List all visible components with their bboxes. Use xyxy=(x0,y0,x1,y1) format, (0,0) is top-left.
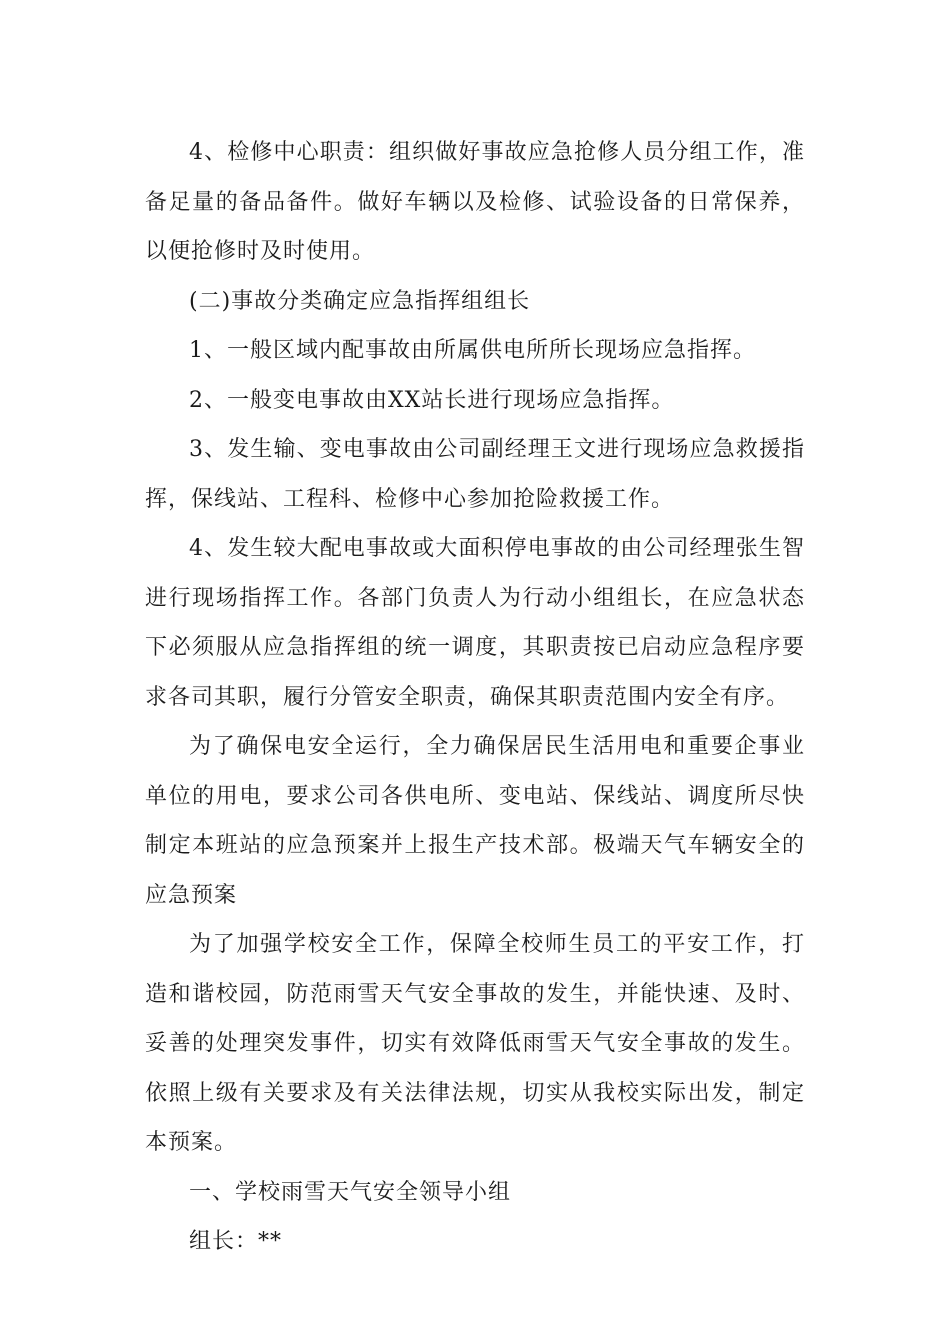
paragraph-item-2: 2、一般变电事故由XX站长进行现场应急指挥。 xyxy=(189,387,675,413)
paragraph-repair-center-duties: 4、检修中心职责：组织做好事故应急抢修人员分组工作，准备足量的备品备件。做好车辆以及检修、试验设备的日常保养，以便抢修时及时使用。 xyxy=(145,140,805,264)
document-body xyxy=(145,128,805,1267)
paragraph-item-4: 4、发生较大配电事故或大面积停电事故的由公司经理张生智进行现场指挥工作。各部门负责人为行动小组组长，在应急状态下必须服从应急指挥组的统一调度，其职责按已启动应急程序要求各司其职，履行分管安全职责，确保其职责范围内安全有序。 xyxy=(145,536,805,710)
paragraph-section-heading-classification: (二)事故分类确定应急指挥组组长 xyxy=(189,288,531,314)
paragraph-safety-operation: 为了确保电安全运行，全力确保居民生活用电和重要企事业单位的用电，要求公司各供电所、变电站、保线站、调度所尽快制定本班站的应急预案并上报生产技术部。极端天气车辆安全的应急预案 xyxy=(145,734,805,908)
paragraph-item-1: 1、一般区域内配事故由所属供电所所长现场应急指挥。 xyxy=(189,338,756,363)
paragraph-leadership-group-heading: 一、学校雨雪天气安全领导小组 xyxy=(189,1179,512,1205)
paragraph-school-safety: 为了加强学校安全工作，保障全校师生员工的平安工作，打造和谐校园，防范雨雪天气安全事故的发生，并能快速、及时、妥善的处理突发事件，切实有效降低雨雪天气安全事故的发生。依照上级有关要求及有关法律法规，切实从我校实际出发，制定本预案。 xyxy=(145,932,805,1155)
paragraph-group-leader: 组长：** xyxy=(189,1229,283,1254)
paragraph-item-3: 3、发生输、变电事故由公司副经理王文进行现场应急救援指挥，保线站、工程科、检修中心参加抢险救援工作。 xyxy=(145,437,805,512)
